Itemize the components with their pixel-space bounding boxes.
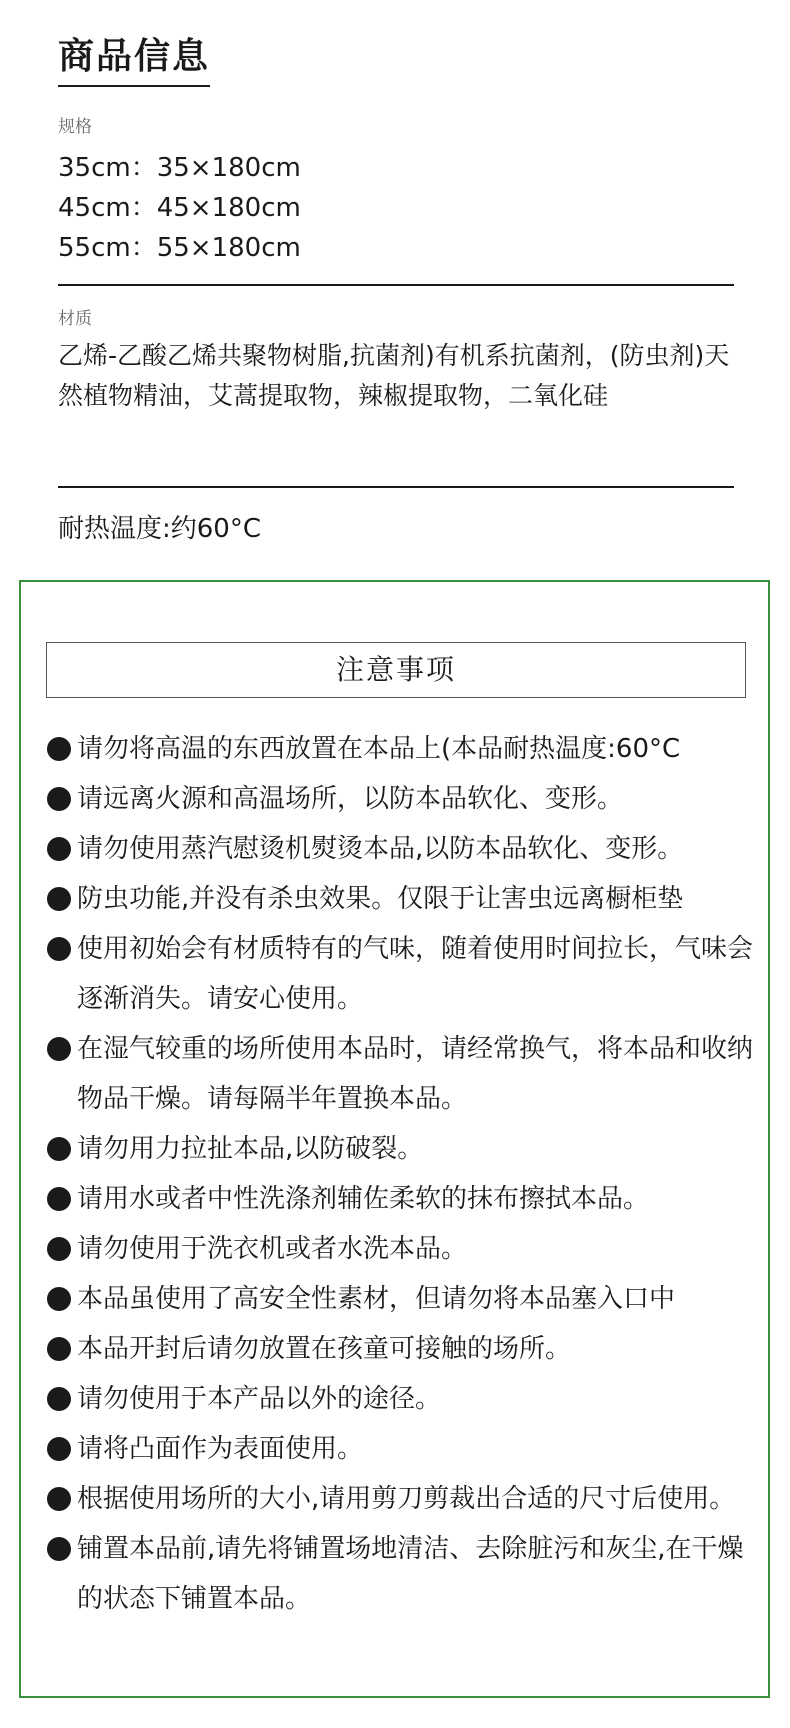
bullet-icon (47, 1137, 71, 1161)
spec-item: 55cm：55×180cm (58, 233, 301, 263)
notice-text: 本品虽使用了高安全性素材，但请勿将本品塞入口中 (77, 1284, 676, 1314)
material-text: 乙烯-乙酸乙烯共聚物树脂,抗菌剂)有机系抗菌剂，(防虫剂)天然植物精油，艾蒿提取物，辣椒提取物，二氧化硅 (58, 341, 730, 410)
bullet-icon (47, 1187, 71, 1211)
list-item (47, 774, 763, 824)
bullet-icon (47, 1387, 71, 1411)
notice-text: 请勿用力拉扯本品,以防破裂。 (77, 1134, 424, 1164)
material-label: 材质 (58, 309, 92, 329)
list-item (47, 824, 763, 874)
notice-text: 在湿气较重的场所使用本品时，请经常换气，将本品和收纳物品干燥。请每隔半年置换本品。 (77, 1034, 754, 1114)
notice-text: 铺置本品前,请先将铺置场地清洁、去除脏污和灰尘,在干燥的状态下铺置本品。 (77, 1534, 744, 1614)
list-item (47, 1024, 767, 1124)
bullet-icon (47, 1537, 71, 1561)
list-item (47, 1324, 763, 1374)
list-item (47, 1424, 763, 1474)
bullet-icon (47, 787, 71, 811)
spec-item: 35cm：35×180cm (58, 153, 301, 183)
bullet-icon (47, 737, 71, 761)
notice-text: 使用初始会有材质特有的气味，随着使用时间拉长，气味会逐渐消失。请安心使用。 (77, 934, 754, 1014)
bullet-icon (47, 1487, 71, 1511)
spec-label: 规格 (58, 117, 92, 137)
divider (58, 284, 734, 286)
notice-text: 请勿使用于本产品以外的途径。 (77, 1384, 442, 1414)
bullet-icon (47, 1287, 71, 1311)
divider (58, 486, 734, 488)
list-item (47, 1124, 763, 1174)
heat-resistance: 耐热温度:约60°C (58, 514, 261, 544)
notice-text: 防虫功能,并没有杀虫效果。仅限于让害虫远离橱柜垫 (77, 884, 684, 914)
list-item (47, 724, 763, 774)
notice-text: 请勿使用于洗衣机或者水洗本品。 (77, 1234, 468, 1264)
list-item (47, 924, 767, 1024)
list-item (47, 1174, 763, 1224)
notice-title: 注意事项 (46, 642, 746, 698)
bullet-icon (47, 937, 71, 961)
notice-list (47, 724, 763, 1624)
notice-text: 根据使用场所的大小,请用剪刀剪裁出合适的尺寸后使用。 (77, 1484, 736, 1514)
list-item (47, 1524, 767, 1624)
list-item (47, 1274, 763, 1324)
list-item (47, 1224, 763, 1274)
list-item (47, 1474, 767, 1524)
notice-text: 本品开封后请勿放置在孩童可接触的场所。 (77, 1334, 572, 1364)
bullet-icon (47, 887, 71, 911)
bullet-icon (47, 1037, 71, 1061)
bullet-icon (47, 1437, 71, 1461)
notice-text: 请勿使用蒸汽慰烫机熨烫本品,以防本品软化、变形。 (77, 834, 684, 864)
spec-item: 45cm：45×180cm (58, 193, 301, 223)
bullet-icon (47, 837, 71, 861)
bullet-icon (47, 1337, 71, 1361)
list-item (47, 874, 763, 924)
notice-text: 请勿将高温的东西放置在本品上(本品耐热温度:60°C (77, 734, 681, 764)
notice-text: 请远离火源和高温场所，以防本品软化、变形。 (77, 784, 624, 814)
bullet-icon (47, 1237, 71, 1261)
notice-panel (19, 580, 770, 1698)
notice-text: 请将凸面作为表面使用。 (77, 1434, 364, 1464)
list-item (47, 1374, 763, 1424)
notice-text: 请用水或者中性洗涤剂辅佐柔软的抹布擦拭本品。 (77, 1184, 650, 1214)
spec-list (58, 148, 301, 268)
section-title: 商品信息 (58, 28, 210, 87)
